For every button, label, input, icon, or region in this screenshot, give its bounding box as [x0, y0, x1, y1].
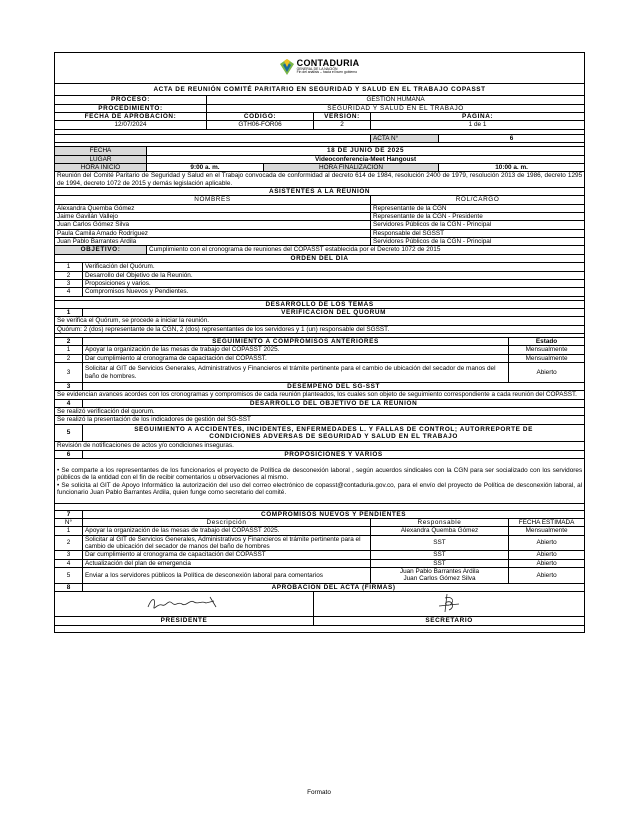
presidente-signature-cell [55, 592, 314, 617]
hora-inicio-label: HORA INICIO [55, 163, 147, 171]
row-number: 1 [55, 346, 83, 354]
fecha-aprobacion-value: 12/07/2024 [55, 121, 207, 129]
col-fecha-header: FECHA ESTIMADA [509, 518, 585, 526]
asistente-nombre: Alexandra Quemba Gómez [55, 204, 371, 212]
orden-item-number: 1 [55, 263, 83, 271]
row-resp: Alexandra Quemba Gómez [371, 527, 509, 535]
orden-item-number: 4 [55, 288, 83, 296]
row-desc: Solicitar al GIT de Servicios Generales, Administrativos y Financieros el trámite pertinente para el cambio de ubicación del secador de manos del baño de hombres [83, 535, 371, 551]
col-resp-header: Responsable [371, 518, 509, 526]
row-number: 3 [55, 363, 83, 383]
logo-name: CONTADURIA [296, 57, 360, 68]
asistente-rol: Servidores Públicos de la CGN - Principal [371, 221, 585, 229]
secretario-signature-cell [314, 592, 585, 617]
secretario-label: SECRETARIO [314, 617, 585, 625]
pagina-label: PÁGINA: [371, 113, 585, 121]
row-desc: Actualización del plan de emergencia [83, 559, 371, 567]
row-fecha: Abierto [509, 559, 585, 567]
desempeno-text: Se evidencian avances acordes con los cronogramas y compromisos de cada reunión planteados, los cuales son objeto de seguimiento correspondiente a cada reunión del COPASST. [55, 391, 585, 399]
section-7-title: COMPROMISOS NUEVOS Y PENDIENTES [83, 510, 585, 518]
row-resp: SST [371, 551, 509, 559]
compromiso-row [55, 559, 585, 567]
section-2-title: SEGUIMIENTO A COMPROMISOS ANTERIORES [83, 338, 509, 346]
hora-inicio-value: 9:00 a. m. [147, 163, 264, 171]
row-number: 1 [55, 527, 83, 535]
proposiciones-body [55, 459, 585, 503]
section-8-title: APROBACIÓN DEL ACTA (FIRMAS) [83, 583, 585, 591]
procedimiento-label: PROCEDIMIENTO: [55, 104, 207, 112]
acta-document [54, 52, 584, 633]
quorum-text: Se verifica el Quórum, se procede a iniciar la reunión. [55, 317, 585, 325]
proposicion-1: • Se comparte a los representantes de los funcionarios el proyecto de Política de desconexión laboral , según acuerdos sindicales con la CGN para ser socializado con los servidores públicos de la entidad con el fin de recibir comentarios u observaciones al mismo. [57, 467, 583, 482]
quorum-detail: Quórum: 2 (dos) representante de la CGN, 2 (dos) representantes de los servidores y 1 (un) responsable del SGSST. [55, 325, 585, 333]
logo-tagline: Fin del análisis – hacia el buen gobierno [296, 70, 358, 75]
asistente-row [55, 229, 585, 237]
row-resp-cell [371, 568, 509, 584]
row-number: 5 [55, 568, 83, 584]
fecha-aprobacion-label: FECHA DE APROBACIÓN: [55, 113, 207, 121]
logo-subtitle: GENERAL DE LA NACIÓN [296, 66, 338, 71]
row-resp-2: Juan Carlos Gómez Silva [403, 575, 476, 583]
asistentes-title: ASISTENTES A LA REUNIÓN [55, 187, 585, 195]
fecha-value: 18 DE JUNIO DE 2025 [147, 147, 585, 155]
procedimiento-value: SEGURIDAD Y SALUD EN EL TRABAJO [207, 104, 585, 112]
hora-fin-value: 10:00 a. m. [439, 163, 585, 171]
section-6-title: PROPOSICIONES Y VARIOS [83, 450, 585, 458]
secretario-signature [429, 592, 469, 614]
compromiso-anterior-row [55, 346, 585, 354]
row-fecha: Abierto [509, 551, 585, 559]
section-8-number: 8 [55, 583, 83, 591]
row-fecha: Abierto [509, 535, 585, 551]
asistente-rol: Servidores Públicos de la CGN - Principal [371, 238, 585, 246]
row-number: 2 [55, 354, 83, 362]
meeting-intro: Reunión del Comité Paritario de Seguridad y Salud en el Trabajo convocada de conformidad al decreto 614 de 1984, resolución 2400 de 1979, resolución 2013 de 1986, decreto 1295 de 1994, decreto 1072 de 2015 y demás legislación aplicable. [55, 172, 585, 188]
row-text: Apoyar la organización de las mesas de trabajo del COPASST 2025. [83, 346, 509, 354]
cgn-logo [280, 59, 360, 75]
row-estado: Mensualmente [509, 354, 585, 362]
row-desc: Dar cumplimiento al cronograma de capacitación del COPASST [83, 551, 371, 559]
section-5-title: SEGUIMIENTO A ACCIDENTES, INCIDENTES, ENFERMEDADES L. Y FALLAS DE CONTROL; AUTORREPORTE DE CONDICIONES ADVERSAS DE SEGURIDAD Y SALUD EN EL TRABAJO [83, 424, 585, 442]
logo-header [55, 53, 585, 84]
orden-title: ORDEN DEL DÍA [55, 254, 585, 262]
asistente-nombre: Juan Carlos Gómez Silva [55, 221, 371, 229]
orden-item-text: Verificación del Quórum. [83, 263, 585, 271]
objetivo-value: Cumplimiento con el cronograma de reuniones del COPASST establecida por el Decreto 1072 de 2015 [147, 246, 585, 254]
asistente-row [55, 213, 585, 221]
row-number: 2 [55, 535, 83, 551]
document-title: ACTA DE REUNIÓN COMITÉ PARITARIO EN SEGURIDAD Y SALUD EN EL TRABAJO COPASST [55, 84, 585, 96]
row-resp: SST [371, 535, 509, 551]
row-estado: Mensualmente [509, 346, 585, 354]
cgn-emblem-icon [280, 59, 294, 75]
orden-item-text: Compromisos Nuevos y Pendientes. [83, 288, 585, 296]
section-2-number: 2 [55, 338, 83, 346]
orden-item-text: Desarrollo del Objetivo de la Reunión. [83, 271, 585, 279]
row-number: 3 [55, 551, 83, 559]
row-estado: Abierto [509, 363, 585, 383]
acta-spacer [55, 134, 371, 142]
asistente-row [55, 221, 585, 229]
proposicion-2: • Se solicita al GIT de Apoyo Informático la autorización del uso del correo electrónico de copasst@contaduria.gov.co, para el envío del proyecto de Política de desconexión laboral, al funcionario Juan Pablo Barrantes Ardila, quien funge como secretario del comité. [57, 481, 583, 497]
objetivo-desarrollo-text-1: Se realizó verificación del quorum. [55, 407, 585, 415]
compromiso-row [55, 527, 585, 535]
compromiso-anterior-row [55, 363, 585, 383]
section-4-title: DESARROLLO DEL OBJETIVO DE LA REUNIÓN [83, 399, 585, 407]
section-4-number: 4 [55, 399, 83, 407]
acta-table [54, 52, 585, 633]
objetivo-label: OBJETIVO: [55, 246, 147, 254]
orden-item-text: Proposiciones y varios. [83, 279, 585, 287]
section-7-number: 7 [55, 510, 83, 518]
row-desc: Enviar a los servidores públicos la Política de desconexión laboral para comentarios [83, 568, 371, 584]
objetivo-desarrollo-text-2: Se realizó la presentación de los indicadores de gestión del SG-SST [55, 416, 585, 424]
nombres-header: NOMBRES [55, 196, 371, 204]
pagina-value: 1 de 1 [371, 121, 585, 129]
rol-header: ROL/CARGO [371, 196, 585, 204]
presidente-label: PRESIDENTE [55, 617, 314, 625]
page-footer: Formato [307, 789, 331, 796]
row-number: 4 [55, 559, 83, 567]
lugar-label: LUGAR [55, 155, 147, 163]
asistente-rol: Representante de la CGN - Presidente [371, 213, 585, 221]
codigo-label: CÓDIGO: [207, 113, 314, 121]
accidentes-text: Revisión de notificaciones de actos y/o condiciones inseguras. [55, 442, 585, 450]
desarrollo-title: DESARROLLO DE LOS TEMAS [55, 300, 585, 308]
asistente-nombre: Juan Pablo Barrantes Ardila [55, 238, 371, 246]
section-3-title: DESEMPEÑO DEL SG-SST [83, 382, 585, 390]
section-6-number: 6 [55, 450, 83, 458]
section-3-number: 3 [55, 382, 83, 390]
hora-fin-label: HORA FINALIZACIÓN [264, 163, 439, 171]
row-resp: SST [371, 559, 509, 567]
proceso-label: PROCESO: [55, 96, 207, 104]
row-fecha: Mensualmente [509, 527, 585, 535]
compromiso-row [55, 568, 585, 584]
row-text: Solicitar al GIT de Servicios Generales, Administrativos y Financieros el trámite pertinente para el cambio de ubicación del secador de manos del baño de hombres. [83, 363, 509, 383]
orden-item-number: 3 [55, 279, 83, 287]
row-desc: Apoyar la organización de las mesas de trabajo del COPASST 2025. [83, 527, 371, 535]
presidente-signature [144, 593, 224, 613]
asistente-row [55, 238, 585, 246]
fecha-label: FECHA [55, 147, 147, 155]
section-5-number: 5 [55, 424, 83, 442]
proceso-value: GESTIÓN HUMANA [207, 96, 585, 104]
acta-number-label: ACTA N° [371, 134, 439, 142]
orden-item [55, 288, 585, 296]
col-n-header: N° [55, 518, 83, 526]
orden-item [55, 263, 585, 271]
section-1-number: 1 [55, 308, 83, 316]
orden-item-number: 2 [55, 271, 83, 279]
acta-number-value: 6 [439, 134, 585, 142]
row-text: Dar cumplimiento al cronograma de capacitación del COPASST. [83, 354, 509, 362]
asistente-nombre: Paula Camila Amado Rodríguez [55, 229, 371, 237]
codigo-value: GTH06-FOR06 [207, 121, 314, 129]
compromiso-row [55, 551, 585, 559]
estado-header: Estado [509, 338, 585, 346]
asistente-rol: Representante de la CGN [371, 204, 585, 212]
col-desc-header: Descripción [83, 518, 371, 526]
lugar-value: Videoconferencia-Meet Hangoust [147, 155, 585, 163]
asistente-rol: Responsable del SGSST [371, 229, 585, 237]
spacer-row [55, 503, 585, 510]
section-1-title: VERIFICACIÓN DEL QUORUM [83, 308, 585, 316]
asistente-row [55, 204, 585, 212]
orden-item [55, 279, 585, 287]
version-value: 2 [314, 121, 371, 129]
row-fecha: Abierto [509, 568, 585, 584]
asistente-nombre: Jaime Gavilán Vallejo [55, 213, 371, 221]
compromiso-row [55, 535, 585, 551]
orden-item [55, 271, 585, 279]
spacer-row [55, 625, 585, 632]
row-resp: Juan Pablo Barrantes Ardila [399, 568, 480, 576]
version-label: VERSIÓN: [314, 113, 371, 121]
compromiso-anterior-row [55, 354, 585, 362]
